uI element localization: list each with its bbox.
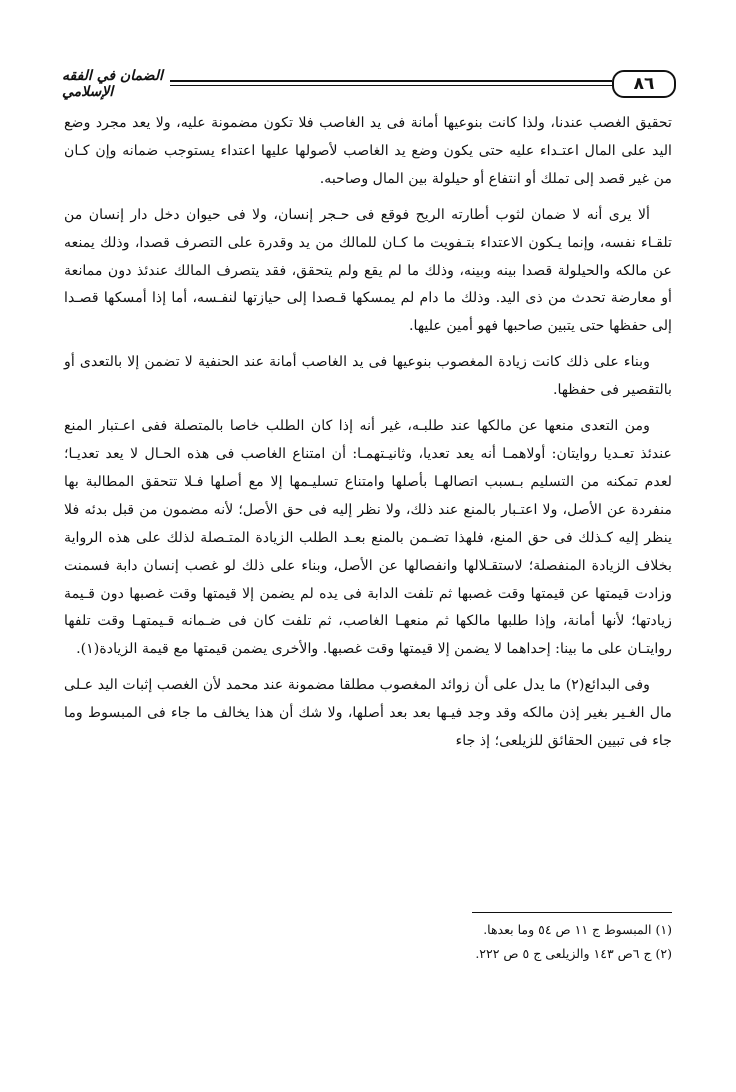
paragraph: تحقيق الغصب عندنا، ولذا كانت بنوعيها أمانة فى يد الغاصب فلا تكون مضمونة عليه، ولا يعد مجرد وضع اليد على المال اعتـداء عليه حتى يكون وضع يد الغاصب لأصولها عليها اعتداء يستوجب ضمانه وإن كـان من غير قصد إلى تملك أو انتفاع أو حيلولة بين المال وصاحبه. [64,115,672,187]
header-rule-thin [170,85,612,86]
main-text [64,110,672,764]
footnotes [64,918,672,966]
running-title: الضمان في الفقه الإسلامي [62,68,170,100]
page-number: ٨٦ [612,70,676,98]
paragraph: وبناء على ذلك كانت زيادة المغصوب بنوعيها فى يد الغاصب أمانة عند الحنفية لا تضمن إلا بالتعدى أو بالتقصير فى حفظها. [64,354,672,399]
header-rule [170,80,612,82]
running-header [62,68,676,104]
paragraph: وفى البدائع(٢) ما يدل على أن زوائد المغصوب مطلقا مضمونة عند محمد لأن الغصب إثبات اليد عـلى مال الغـير بغير إذن مالكه وقد وجد فيـها بعد بعد أصلها، ولا شك أن هذا يخالف ما جاء فى المبسوط وما جاء فى تبيين الحقائق للزيلعى؛ إذ جاء [64,677,672,750]
paragraph: ألا يرى أنه لا ضمان لثوب أطارته الريح فوقع فى حـجر إنسان، ولا فى حيوان دخل دار إنسان من تلقـاء نفسه، وإنما يـكون الاعتداء بتـفويت ما كـان للمالك من يد وقدرة على التصرف قصدا، وذلك يمنعه عن مالكه والحيلولة قصدا بينه وبينه، وذلك ما لم يقع ولم يتحقق، فقد يتصرف المالك عندئذ دون ممانعة أو معارضة تحدث من ذى اليد. وذلك ما دام لم يمسكها قـصدا إلى حيازتها لنفـسه، أما إذا أمسكها قصـدا إلى حفظها حتى يتبين صاحبها فهو أمين عليها. [64,206,672,335]
paragraph: ومن التعدى منعها عن مالكها عند طلبـه، غير أنه إذا كان الطلب خاصا بالمتصلة ففى اعـتبار المنع عندئذ تعـديا روايتان: أولاهمـا أنه يعد تعديا، وثانيـتهمـا: أن امتناع الغاصب فى هذه الحـال لا يعد تعديـا؛ لعدم تمكنه من التسليم بـسبب اتصالهـا بأصلها وامتناع تسليـمها إلا مع أصلها فـلا تتحقق المطالبة بها منفردة عن الأصل، ولا اعتـبار بالمنع عند ذلك، ولا نظر إليه فى حق الأصل؛ لأنه مضمون من قبل بدئه فلا ينظر إليه كـذلك فى حق المنع، فلهذا تضـمن بالمنع بعـد الطلب الزيادة المتـصلة لذلك على هذه الرواية بخلاف الزيادة المنفصلة؛ لاستقـلالها وانفصالها عن الأصل، وبناء على ذلك لو غصب إنسان دابة فسمنت وزادت قيمتها عن قيمتها وقت غصبها ثم تلفت الدابة فى يده لم يضمن إلا قيمتها وقت غصبها دون قـيمة زيادتها؛ لأنها أمانة، وإذا طلبها مالكها ثم منعهـا الغاصب، ثم تلفت كان فى ضـمانه قـيمتهـا وقت تلفها روايتـان على ما بينا: إحداهما لا يضمن إلا قيمتها وقت غصبها. والأخرى يضمن قيمتها مع قيمة الزيادة(١). [64,418,672,658]
footnote: (١) المبسوط ج ١١ ص ٥٤ وما بعدها. [483,922,672,937]
footnote: (٢) ج ٦ص ١٤٣ والزيلعى ج ٥ ص ٢٢٢. [475,946,672,961]
footnote-divider [472,912,672,913]
